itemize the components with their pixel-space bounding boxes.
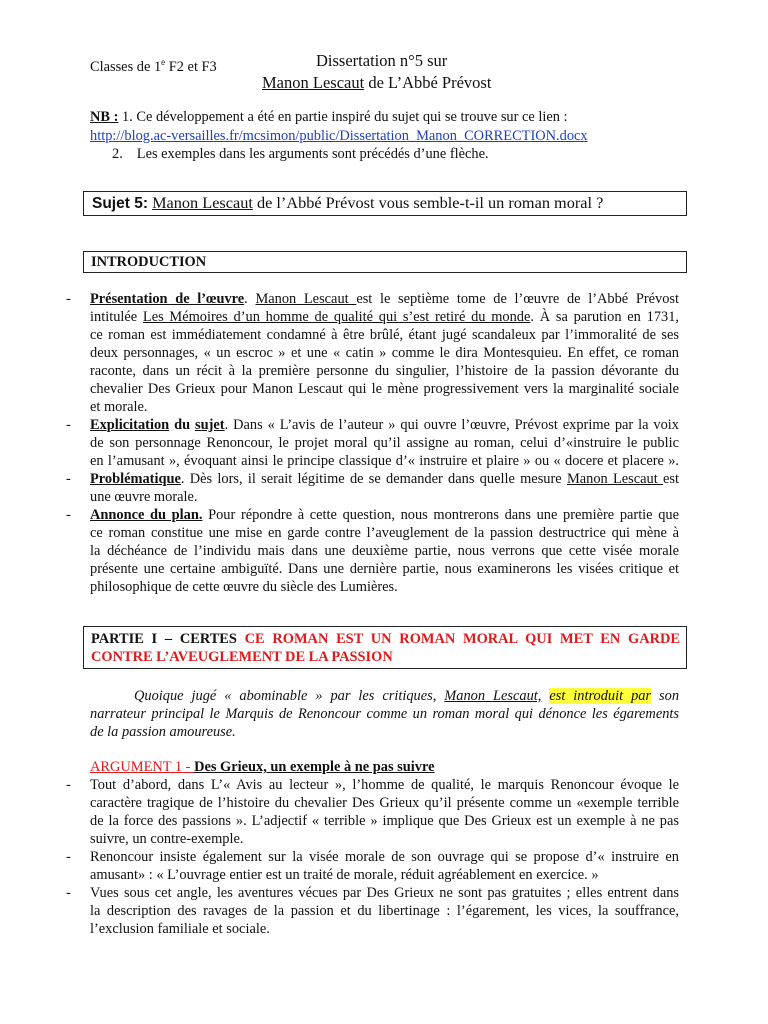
arg1-b2-line1: Renoncour insiste également sur la visée morale de son ouvrage qui se propose d’« instruire en [90,849,679,865]
intro-p1-line4: deux personnages, « un escroc » et une « catin » comme le dira Montesquieu. En effet, ce roman [90,345,679,361]
class-text: Classes de 1 [90,58,162,75]
intro-p4-line5: philosophique de cette œuvre du siècle des Lumières. [90,579,398,595]
nb-item-text: Les exemples dans les arguments sont précédés d’une flèche. [136,146,489,162]
nb-text-1: 1. Ce développement a été en partie inspiré du sujet qui se trouve sur ce lien : [118,109,568,125]
nb-item-number: 2. [112,146,123,162]
work-title: Manon Lescaut [566,471,663,487]
subject-work: Manon Lescaut [152,193,253,212]
intro-p1-line1 [90,290,679,308]
arg1-b1-line4: suivre, un contre-exemple. [90,831,244,847]
intro-p3-line1 [90,470,679,488]
intro-heading: INTRODUCTION [91,254,207,270]
argument-1-heading [90,758,434,776]
arg1-b1-line3: de la force des passions ». L’adjectif « terrible » implique que Des Grieux est un exemple à ne pas [90,813,679,829]
part1-label: PARTIE I – CERTES [91,631,245,647]
part1-intro-text: son [651,688,680,704]
argument-title: Des Grieux, un exemple à ne pas suivre [194,759,435,775]
intro-p4-line1 [90,506,679,524]
arg1-b3-line3: l’exclusion familiale et sociale. [90,921,270,937]
bullet-dash: - [66,777,71,793]
nb-line-2 [112,145,489,163]
class-sup: e [161,57,166,67]
highlighted-text: est introduit par [549,688,652,704]
arg1-b1-line2: caractère tragique de l’histoire du chevalier Des Grieux qu’il présente comme un «exemple terrible [90,795,679,811]
intro-p1-line3: ce roman est immédiatement condamné à être brûlé, étant jugé scandaleux par l’immoralité de ses [90,327,679,343]
title-author: de L’Abbé Prévost [364,73,492,92]
nb-line-1 [90,108,568,126]
intro-p4-line4: présente une certaine ambiguïté. Dans une dernière partie, nous examinerons les visées critique et [90,561,679,577]
intro-text: . À sa parution en 1731, [530,309,679,325]
intro-p2-line1 [90,416,679,434]
work-title: Manon Lescaut, [444,688,542,704]
subject-line [92,193,603,214]
intro-text: est le septième tome de l’œuvre de l’Abbé Prévost [356,291,680,307]
subject-box [83,191,687,216]
title-text-1: Dissertation n°5 sur [316,51,448,70]
intro-p1-line2 [90,308,679,326]
part1-heading-box [83,626,687,669]
intro-text: est [662,471,679,487]
bullet-dash: - [66,849,71,865]
intro-p1-line5: raconte, dans un récit à la première personne du singulier, l’histoire de la passion dévorante du [90,363,679,379]
bullet-dash: - [66,507,71,523]
intro-p2-label: du [169,417,196,433]
bullet-dash: - [66,885,71,901]
part1-intro-line3: de la passion amoureuse. [90,724,236,740]
arg1-b3-line2: la description des ravages de la passion et du libertinage : l’égarement, les vices, la souffrance, [90,903,679,919]
intro-p4-label: Annonce du plan. [90,507,203,523]
work-title: Manon Lescaut [255,291,357,307]
nb-link-line [90,127,588,145]
intro-p1-line7: et morale. [90,399,148,415]
subject-label: Sujet 5: [92,195,148,212]
intro-text: . [244,291,256,307]
intro-p2-label: sujet [195,417,225,433]
intro-p1-label: Présentation de l’œuvre [90,291,245,307]
intro-text: Pour répondre à cette question, nous montrerons dans une première partie que [202,507,679,523]
intro-p3-label: Problématique [90,471,181,487]
intro-heading-box [83,251,687,273]
intro-p1-line6: chevalier Des Grieux pour Manon Lescaut qui le mène progressivement vers la marginalité sociale [90,381,679,397]
intro-p2-label: Explicitation [90,417,170,433]
subject-question: de l’Abbé Prévost vous semble-t-il un roman moral ? [252,193,604,212]
bullet-dash: - [66,471,71,487]
arg1-b3-line1: Vues sous cet angle, les aventures vécues par Des Grieux ne sont pas gratuites ; elles entrent dans [90,885,679,901]
argument-label: ARGUMENT 1 - [90,759,195,775]
doc-title-line2 [262,73,491,93]
doc-title-line1 [316,51,447,71]
part1-thesis: CE ROMAN EST UN ROMAN MORAL QUI MET EN GARDE [244,631,680,647]
title-work: Manon Lescaut [262,73,365,92]
class-info [90,53,217,76]
part1-intro-line2: narrateur principal le Marquis de Renoncour comme un roman moral qui dénonce les égarements [90,706,679,722]
class-rest: F2 et F3 [165,58,217,75]
intro-text: . Dès lors, il serait légitime de se demander dans quelle mesure [180,471,567,487]
intro-p2-line2: de son personnage Renoncour, le projet moral qu’il assigne au roman, celui d’«instruire le public [90,435,679,451]
intro-text: intitulée [90,309,143,325]
part1-heading-line2: CONTRE L’AVEUGLEMENT DE LA PASSION [91,649,393,665]
part1-intro-text: Quoique jugé « abominable » par les critiques, [134,688,445,704]
intro-p2-line3: en l’amusant », évoquant ainsi le principe classique d’« instruire et plaire » ou « docere et placere ». [90,453,679,469]
intro-p4-line2: ce roman constitue une mise en garde contre l’aveuglement de la passion destructrice qui mène à [90,525,679,541]
part1-intro-line1 [134,687,679,705]
nb-label: NB : [90,109,119,125]
intro-p4-line3: la déchéance de l’individu mais dans une deuxième partie, nous verrons que cette visée morale [90,543,679,559]
source-link[interactable]: http://blog.ac-versailles.fr/mcsimon/public/Dissertation_Manon_CORRECTION.docx [90,128,588,144]
part1-heading-line1 [91,630,680,649]
arg1-b2-line2: amusant» : « L’ouvrage entier est un traité de morale, réduit agréablement en exercice. » [90,867,599,883]
arg1-b1-line1: Tout d’abord, dans L’« Avis au lecteur », l’homme de qualité, le marquis Renoncour évoque le [90,777,679,793]
intro-p3-line2: une œuvre morale. [90,489,198,505]
bullet-dash: - [66,417,71,433]
intro-text: . Dans « L’avis de l’auteur » qui ouvre l’œuvre, Prévost exprime par la voix [224,417,680,433]
memoires-title: Les Mémoires d’un homme de qualité qui s’est retiré du monde [142,309,531,325]
bullet-dash: - [66,291,71,307]
